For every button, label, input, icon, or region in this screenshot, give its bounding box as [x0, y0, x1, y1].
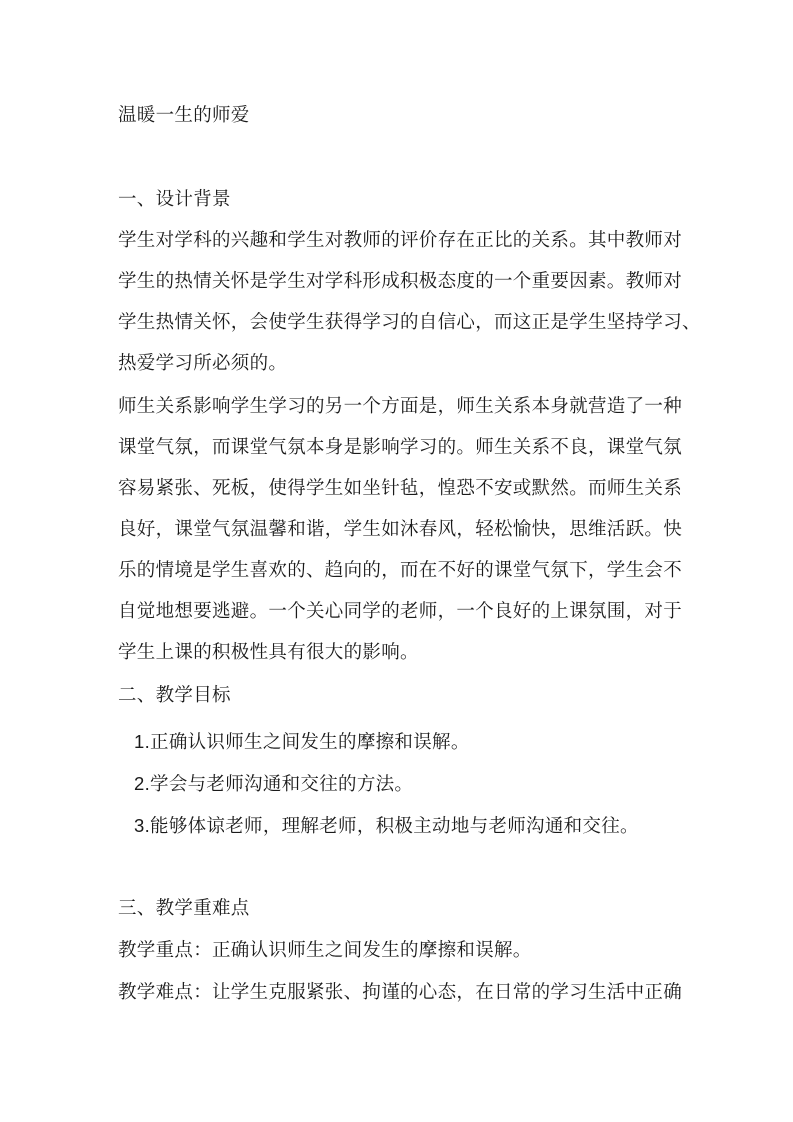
document-title: 温暖一生的师爱: [118, 105, 250, 126]
paragraph-line: 热爱学习所必须的。: [118, 353, 288, 374]
paragraph-line: 学生的热情关怀是学生对学科形成积极态度的一个重要因素。教师对: [118, 271, 683, 292]
section-heading-background: 一、设计背景: [118, 189, 231, 210]
objective-text: 学会与老师沟通和交往的方法。: [150, 774, 414, 795]
key-point-text: 教学重点：正确认识师生之间发生的摩擦和误解。: [118, 940, 532, 961]
section-heading-key-points: 三、教学重难点: [118, 898, 250, 919]
objective-item: [134, 731, 470, 754]
section-heading-objectives: 二、教学目标: [118, 685, 231, 706]
paragraph-line: 自觉地想要逃避。一个关心同学的老师，一个良好的上课氛围，对于: [118, 601, 683, 622]
paragraph-line: 学生上课的积极性具有很大的影响。: [118, 642, 419, 663]
objective-number: 2.: [134, 773, 151, 794]
objective-item: [134, 815, 639, 838]
difficult-point-text: 教学难点：让学生克服紧张、拘谨的心态，在日常的学习生活中正确: [118, 982, 683, 1003]
paragraph-line: 课堂气氛，而课堂气氛本身是影响学习的。师生关系不良，课堂气氛: [118, 437, 683, 458]
paragraph-line: 良好，课堂气氛温馨和谐，学生如沐春风，轻松愉快，思维活跃。快: [118, 519, 683, 540]
objective-number: 3.: [134, 815, 151, 836]
objective-item: [134, 773, 413, 796]
paragraph-line: 乐的情境是学生喜欢的、趋向的，而在不好的课堂气氛下，学生会不: [118, 560, 683, 581]
paragraph-line: 师生关系影响学生学习的另一个方面是，师生关系本身就营造了一种: [118, 396, 683, 417]
objective-number: 1.: [134, 731, 151, 752]
objective-text: 正确认识师生之间发生的摩擦和误解。: [150, 732, 470, 753]
paragraph-line: 容易紧张、死板，使得学生如坐针毡，惶恐不安或默然。而师生关系: [118, 478, 683, 499]
paragraph-line: 学生对学科的兴趣和学生对教师的评价存在正比的关系。其中教师对: [118, 230, 683, 251]
objective-text: 能够体谅老师，理解老师，积极主动地与老师沟通和交往。: [150, 816, 639, 837]
paragraph-line: 学生热情关怀，会使学生获得学习的自信心，而这正是学生坚持学习、: [118, 312, 701, 333]
